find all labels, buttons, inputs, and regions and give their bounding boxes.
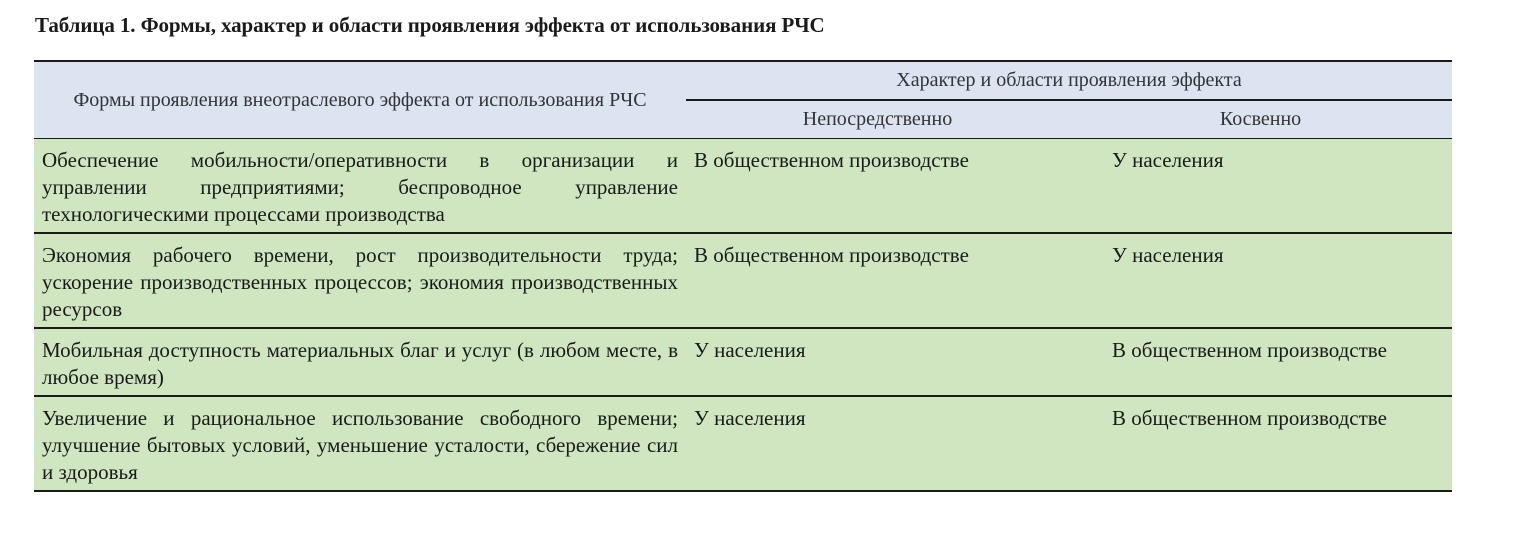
- cell-indirect: У населения: [1069, 139, 1452, 234]
- cell-direct: В общественном производстве: [686, 233, 1069, 328]
- cell-direct: У населения: [686, 328, 1069, 396]
- header-character-group: Характер и области проявления эффекта: [686, 61, 1452, 100]
- cell-indirect: В общественном производстве: [1069, 396, 1452, 491]
- cell-form: Мобильная доступность материальных благ и услуг (в любом месте, в любое время): [34, 328, 686, 396]
- cell-form: Экономия рабочего времени, рост производительности труда; ускорение производственных процессов; экономия производственных ресурсов: [34, 233, 686, 328]
- table-caption: Таблица 1. Формы, характер и области проявления эффекта от использования РЧС: [35, 13, 825, 37]
- table-row: [34, 233, 1452, 328]
- cell-form: Обеспечение мобильности/оперативности в организации и управлении предприятиями; беспроводное управление технологическими процессами производства: [34, 139, 686, 234]
- cell-indirect: В общественном производстве: [1069, 328, 1452, 396]
- table-row: [34, 396, 1452, 491]
- cell-direct: В общественном производстве: [686, 139, 1069, 234]
- header-forms: Формы проявления внеотраслевого эффекта от использования РЧС: [34, 61, 686, 139]
- table-row: [34, 328, 1452, 396]
- cell-form: Увеличение и рациональное использование свободного времени; улучшение бытовых условий, уменьшение усталости, сбережение сил и здоровья: [34, 396, 686, 491]
- cell-direct: У населения: [686, 396, 1069, 491]
- header-direct: Непосредственно: [686, 100, 1069, 139]
- table-body: [34, 139, 1452, 492]
- header-indirect: Косвенно: [1069, 100, 1452, 139]
- cell-indirect: У населения: [1069, 233, 1452, 328]
- effects-table: [34, 60, 1452, 492]
- table-header: [34, 61, 1452, 139]
- table-row: [34, 139, 1452, 234]
